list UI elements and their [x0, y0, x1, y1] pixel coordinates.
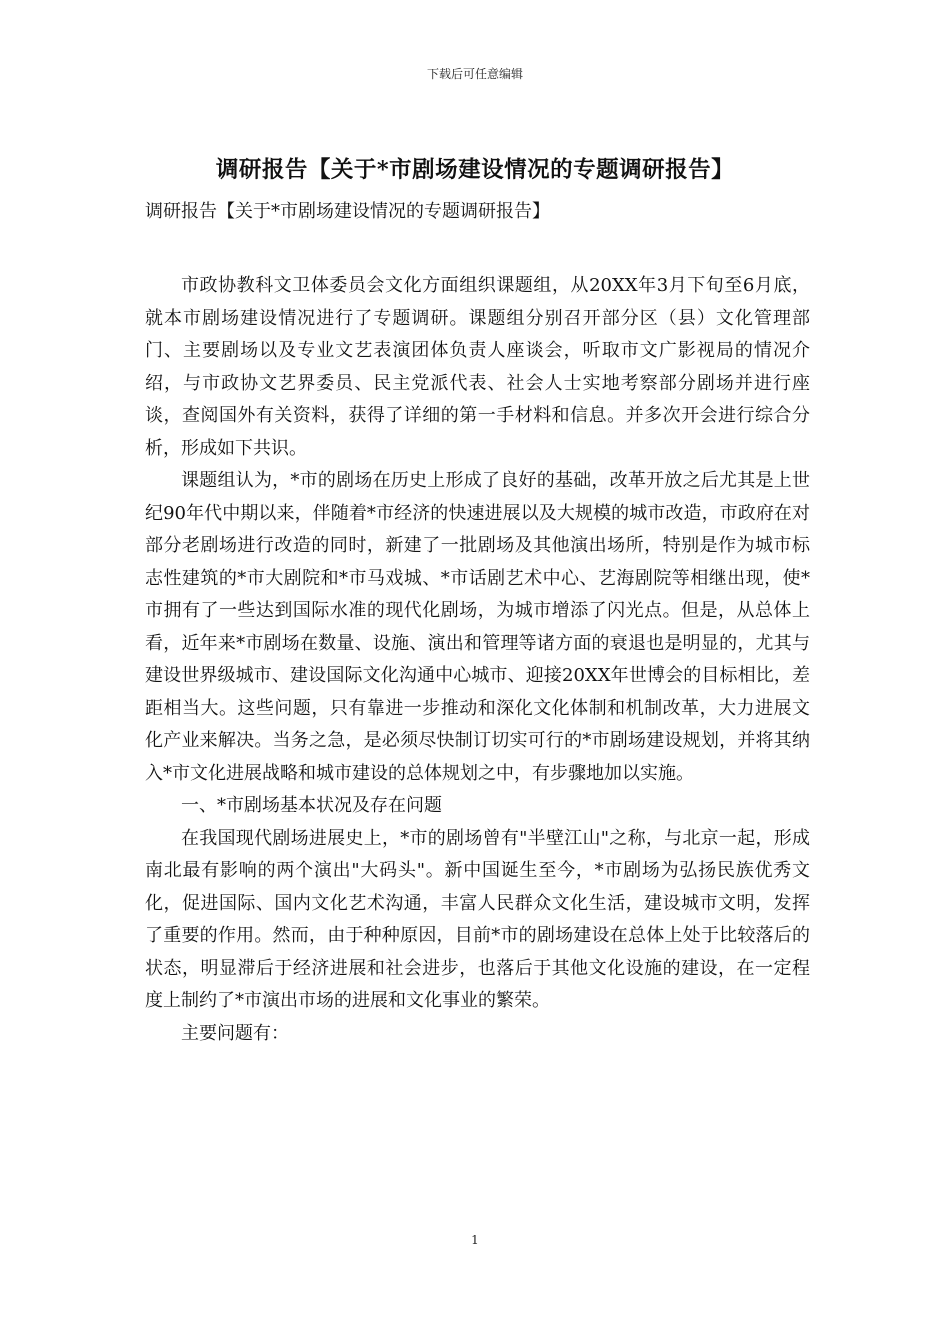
section-heading-1: 一、*市剧场基本状况及存在问题 — [181, 795, 442, 816]
document-body — [145, 270, 810, 1050]
document-subtitle: 调研报告【关于*市剧场建设情况的专题调研报告】 — [145, 201, 550, 222]
page-header-note: 下载后可任意编辑 — [426, 67, 523, 81]
paragraph-history: 在我国现代剧场进展史上，*市的剧场曾有"半壁江山"之称，与北京一起，形成南北最有影响的两个演出"大码头"。新中国诞生至今，*市剧场为弘扬民族优秀文化，促进国际、国内文化艺术沟通，丰富人民群众文化生活，建设城市文明，发挥了重要的作用。然而，由于种种原因，目前*市的剧场建设在总体上处于比较落后的状态，明显滞后于经济进展和社会进步，也落后于其他文化设施的建设，在一定程度上制约了*市演出市场的进展和文化事业的繁荣。 — [145, 827, 810, 1011]
paragraph-findings: 课题组认为，*市的剧场在历史上形成了良好的基础，改革开放之后尤其是上世纪90年代中期以来，伴随着*市经济的快速进展以及大规模的城市改造，市政府在对部分老剧场进行改造的同时，新建了一批剧场及其他演出场所，特别是作为城市标志性建筑的*市大剧院和*市马戏城、*市话剧艺术中心、艺海剧院等相继出现，使*市拥有了一些达到国际水准的现代化剧场，为城市增添了闪光点。但是，从总体上看，近年来*市剧场在数量、设施、演出和管理等诸方面的衰退也是明显的，尤其与建设世界级城市、建设国际文化沟通中心城市、迎接20XX年世博会的目标相比，差距相当大。这些问题，只有靠进一步推动和深化文化体制和机制改革，大力进展文化产业来解决。当务之急，是必须尽快制订切实可行的*市剧场建设规划，并将其纳入*市文化进展战略和城市建设的总体规划之中，有步骤地加以实施。 — [145, 470, 810, 784]
document-title: 调研报告【关于*市剧场建设情况的专题调研报告】 — [215, 157, 735, 183]
page-number: 1 — [471, 1233, 479, 1247]
paragraph-intro: 市政协教科文卫体委员会文化方面组织课题组，从20XX年3月下旬至6月底，就本市剧场建设情况进行了专题调研。课题组分别召开部分区（县）文化管理部门、主要剧场以及专业文艺表演团体负责人座谈会，听取市文广影视局的情况介绍，与市政协文艺界委员、民主党派代表、社会人士实地考察部分剧场并进行座谈，查阅国外有关资料，获得了详细的第一手材料和信息。并多次开会进行综合分析，形成如下共识。 — [145, 275, 810, 459]
paragraph-problems-lead: 主要问题有： — [181, 1022, 289, 1044]
